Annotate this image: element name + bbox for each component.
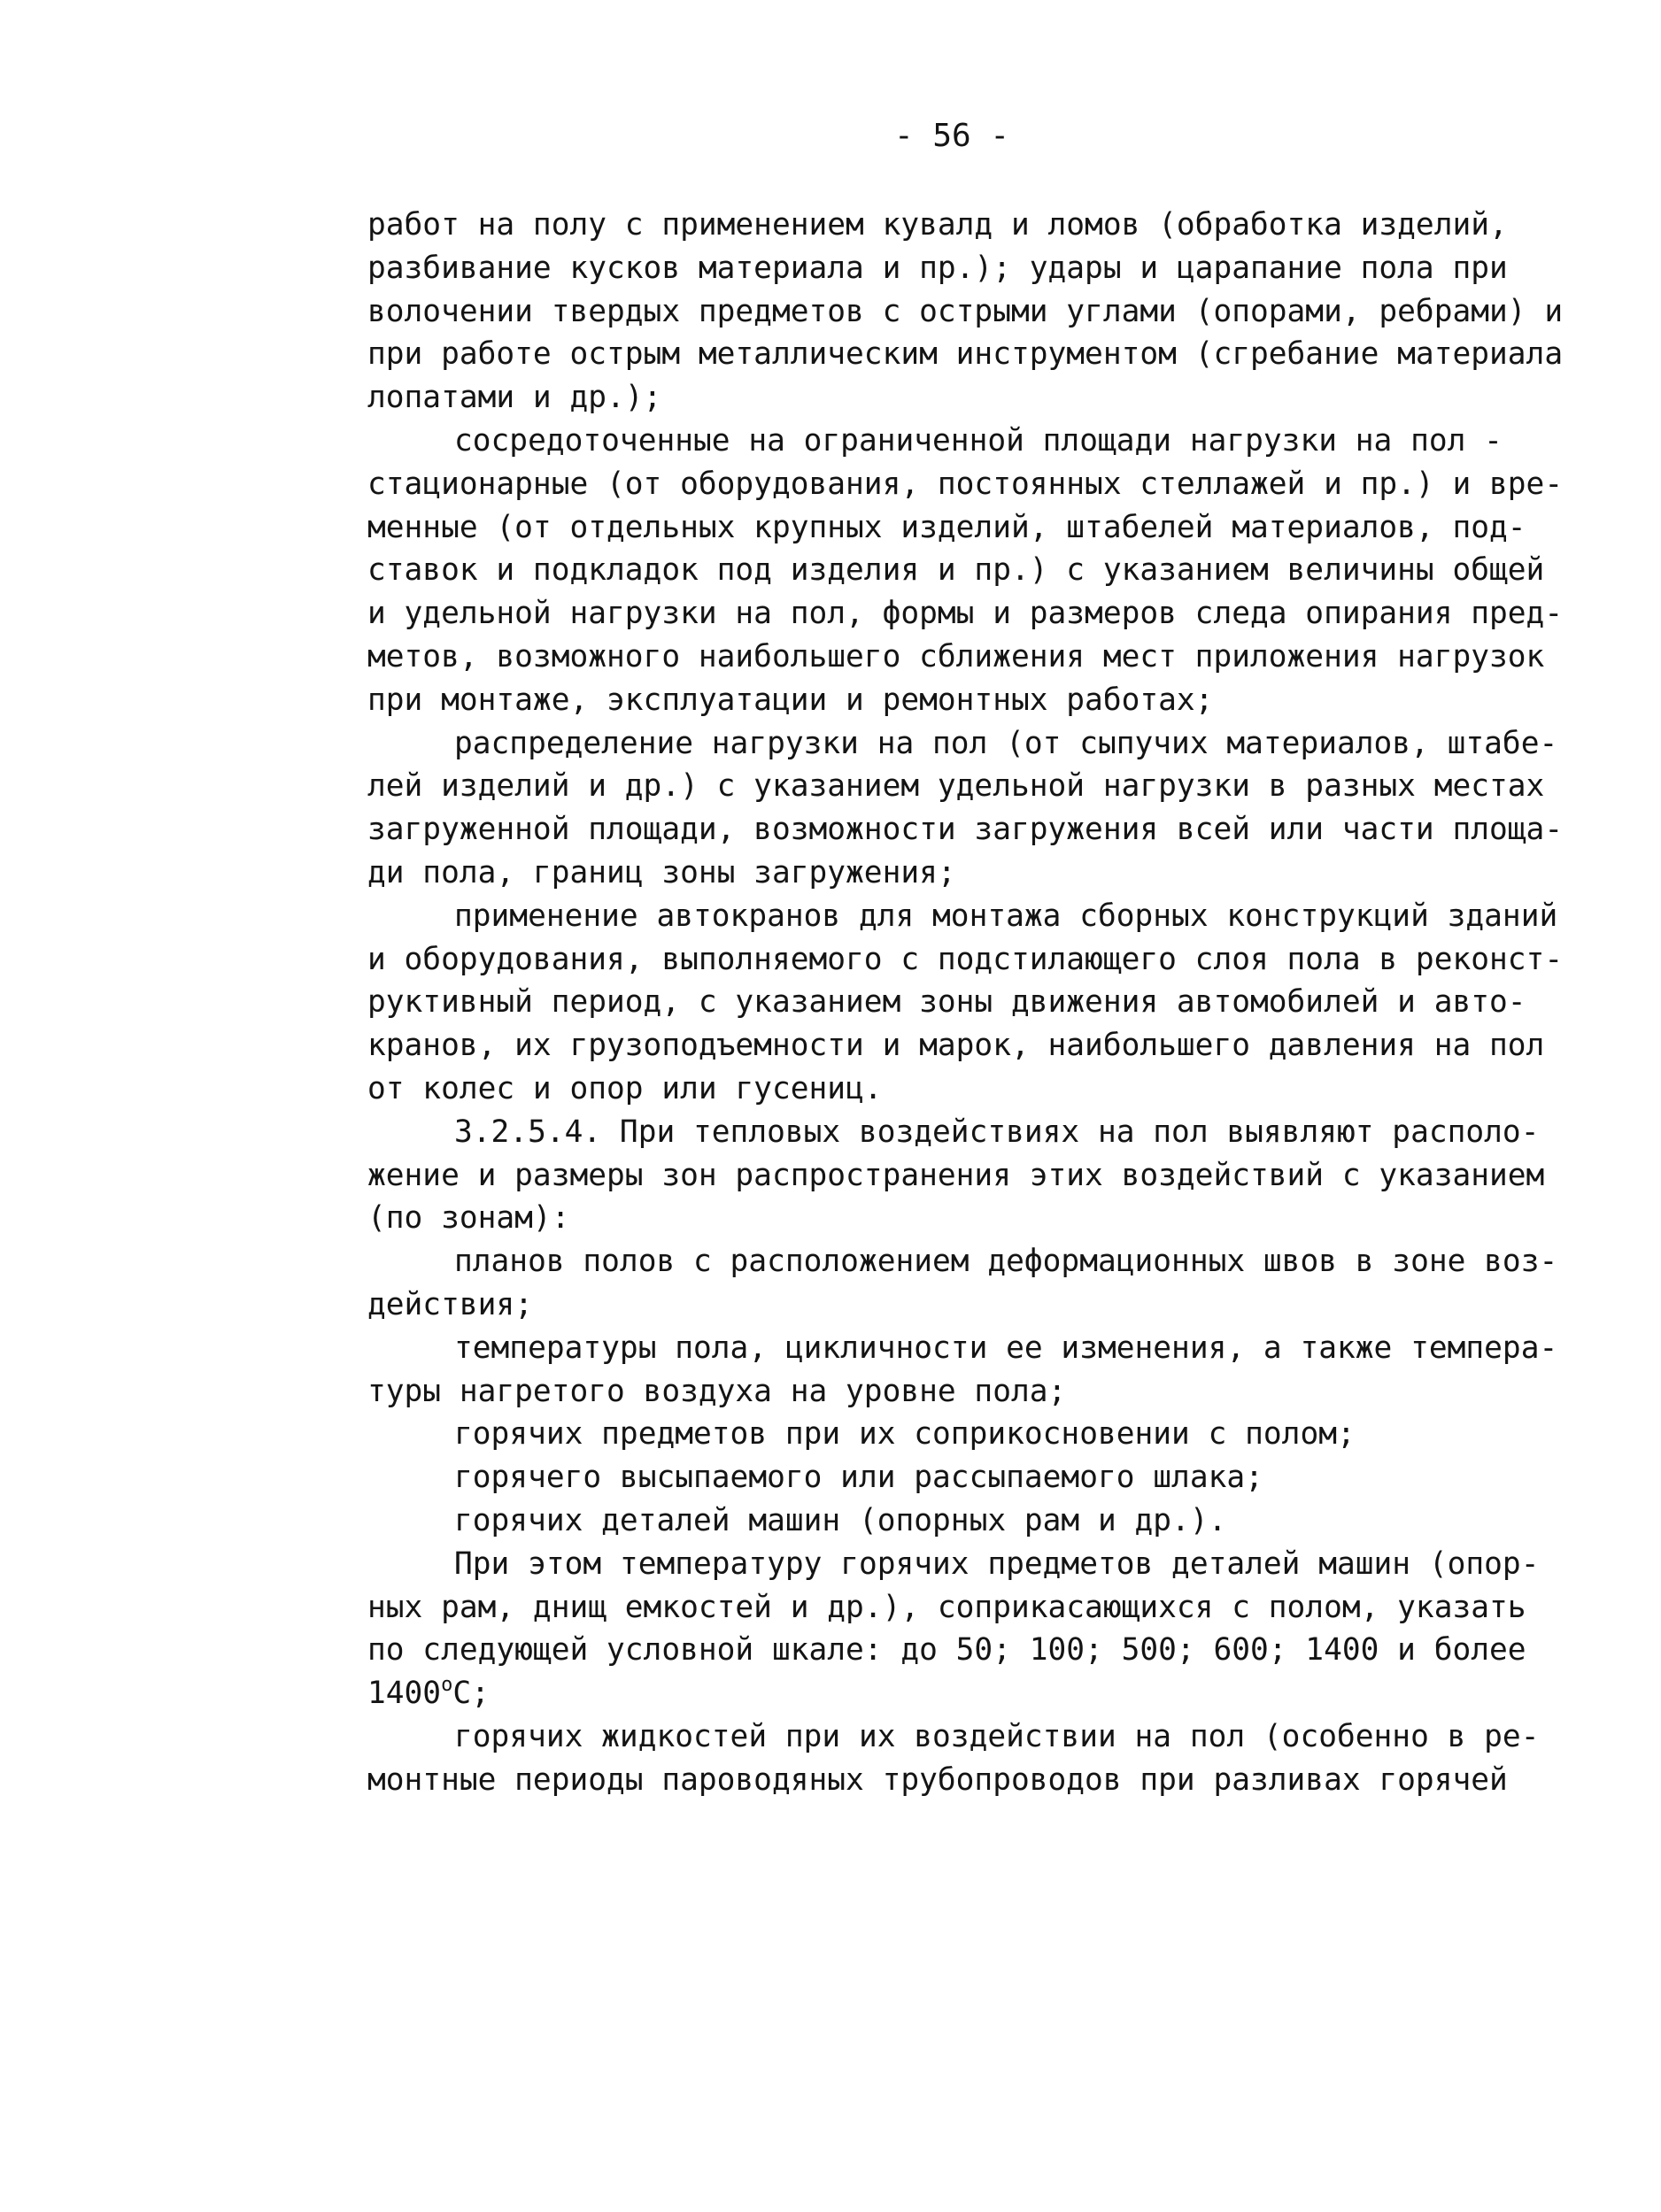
text-line: менные (от отдельных крупных изделий, штабелей материалов, под- (367, 509, 1526, 545)
body-text (367, 204, 1564, 1801)
text-line: волочении твердых предметов с острыми углами (опорами, ребрами) и (367, 293, 1564, 329)
text-line: сосредоточенные на ограниченной площади нагрузки на пол - (454, 422, 1503, 459)
text-line: горячего высыпаемого или рассыпаемого шлака; (454, 1460, 1263, 1496)
text-line: туры нагретого воздуха на уровне пола; (367, 1373, 1067, 1409)
text-line: руктивный период, с указанием зоны движения автомобилей и авто- (367, 984, 1526, 1021)
text-line: горячих деталей машин (опорных рам и др.). (454, 1502, 1227, 1538)
text-line: и удельной нагрузки на пол, формы и размеров следа опирания пред- (367, 596, 1564, 632)
degree-mark: о (441, 1673, 453, 1696)
page-number: - 56 - (894, 118, 1010, 154)
text-line: горячих жидкостей при их воздействии на пол (особенно в ре- (454, 1718, 1540, 1754)
text-line: лопатами и др.); (367, 380, 662, 416)
text-line: (по зонам): (367, 1200, 570, 1237)
text-line: ных рам, днищ емкостей и др.), соприкасающихся с полом, указать (367, 1589, 1526, 1625)
temperature-value: 1400 (367, 1676, 442, 1712)
text-line: ставок и подкладок под изделия и пр.) с указанием величины общей (367, 552, 1545, 589)
text-line: при монтаже, эксплуатации и ремонтных работах; (367, 682, 1214, 718)
section-heading-line: 3.2.5.4. При тепловых воздействиях на пол выявляют располо- (454, 1114, 1540, 1150)
text-line: ди пола, границ зоны загружения; (367, 854, 956, 890)
text-line: применение автокранов для монтажа сборных конструкций зданий (454, 898, 1558, 934)
text-line: горячих предметов при их соприкосновении с полом; (454, 1416, 1356, 1453)
text-line: жение и размеры зон распространения этих воздействий с указанием (367, 1157, 1545, 1193)
text-line: При этом температуру горячих предметов деталей машин (опор- (454, 1545, 1540, 1582)
text-line: монтные периоды пароводяных трубопроводов при разливах горячей (367, 1761, 1508, 1798)
text-line: по следующей условной шкале: до 50; 100; 500; 600; 1400 и более (367, 1632, 1526, 1669)
text-line: разбивание кусков материала и пр.); удары и царапание пола при (367, 250, 1508, 286)
text-line: распределение нагрузки на пол (от сыпучих материалов, штабе- (454, 725, 1558, 761)
text-line: действия; (367, 1286, 533, 1322)
text-line: лей изделий и др.) с указанием удельной нагрузки в разных местах (367, 768, 1545, 805)
text-line: при работе острым металлическим инструментом (сгребание материала (367, 336, 1564, 373)
text-line: загруженной площади, возможности загружения всей или части площа- (367, 812, 1564, 848)
temperature-line (367, 1672, 1518, 1715)
text-line: планов полов с расположением деформационных швов в зоне воз- (454, 1244, 1558, 1280)
text-line: кранов, их грузоподъемности и марок, наибольшего давления на пол (367, 1028, 1545, 1064)
text-line: и оборудования, выполняемого с подстилающего слоя пола в реконст- (367, 941, 1564, 977)
text-line: работ на полу с применением кувалд и ломов (обработка изделий, (367, 207, 1508, 243)
text-line: стационарные (от оборудования, постоянных стеллажей и пр.) и вре- (367, 466, 1564, 502)
text-line: температуры пола, цикличности ее изменения, а также темпера- (454, 1330, 1558, 1366)
text-line: метов, возможного наибольшего сближения мест приложения нагрузок (367, 638, 1545, 674)
temperature-unit: С; (452, 1676, 490, 1712)
text-line: от колес и опор или гусениц. (367, 1070, 883, 1106)
